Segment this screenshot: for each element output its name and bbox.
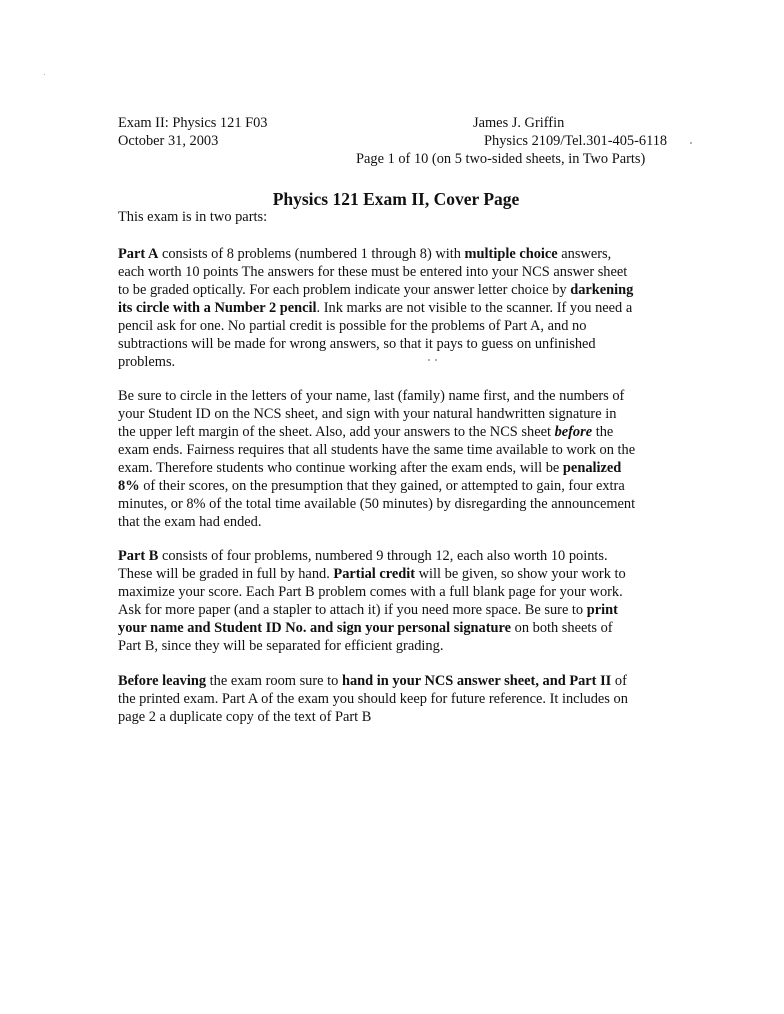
text-run: consists of 8 problems (numbered 1 through 8) with [158, 246, 465, 262]
part-a-line: subtractions will be made for wrong answers, so that it pays to guess on unfinished [118, 336, 596, 352]
part-a-line: each worth 10 points The answers for these must be entered into your NCS answer sheet [118, 264, 628, 280]
bold-run: multiple choice [464, 246, 558, 262]
instructions-line: exam ends. Fairness requires that all students have the same time available to work on the [118, 442, 636, 458]
bold-run: darkening [570, 282, 634, 298]
bold-run: 8% [118, 478, 140, 494]
text-run: on both sheets of [511, 620, 613, 636]
instructions-line [118, 459, 670, 477]
part-b-line [118, 565, 670, 583]
part-b-line: maximize your score. Each Part B problem comes with a full blank page for your work. [118, 584, 623, 600]
instructions-line [118, 477, 670, 495]
text-run: of their scores, on the presumption that they gained, or attempted to gain, four extra [139, 478, 625, 494]
part-b-line: Part B, since they will be separated for efficient grading. [118, 638, 444, 654]
scan-speck [690, 142, 692, 144]
leaving-paragraph [118, 672, 670, 726]
instructions-line: that the exam had ended. [118, 514, 262, 530]
instructions-line: your Student ID on the NCS sheet, and sign with your natural handwritten signature in [118, 406, 617, 422]
text-run: the upper left margin of the sheet. Also, add your answers to the NCS sheet [118, 424, 555, 440]
part-b-paragraph [118, 547, 670, 655]
instructions-paragraph [118, 387, 670, 531]
part-a-line [118, 299, 670, 317]
header-left [118, 114, 268, 150]
leaving-line: page 2 a duplicate copy of the text of Part B [118, 709, 372, 725]
part-b-line [118, 619, 670, 637]
bold-run: Before leaving [118, 673, 207, 689]
exam-date: October 31, 2003 [118, 133, 219, 149]
bold-run: your name and Student ID No. and sign your personal signature [118, 620, 512, 636]
course-line: Exam II: Physics 121 F03 [118, 115, 268, 131]
leaving-line: the printed exam. Part A of the exam you should keep for future reference. It includes on [118, 691, 628, 707]
page-count: Page 1 of 10 (on 5 two-sided sheets, in Two Parts) [356, 151, 646, 167]
leaving-line [118, 672, 670, 690]
text-run: the exam room sure to [206, 673, 342, 689]
intro-text: This exam is in two parts: [118, 209, 268, 225]
text-run: consists of four problems, numbered 9 through 12, each also worth 10 points. [158, 548, 608, 564]
text-run: answers, [557, 246, 612, 262]
part-a-line [118, 245, 670, 263]
instructions-line: minutes, or 8% of the total time available (50 minutes) by disregarding the announcement [118, 496, 636, 512]
bold-run: its circle with a Number 2 pencil [118, 300, 317, 316]
bold-run: penalized [562, 460, 622, 476]
part-a-line: pencil ask for one. No partial credit is possible for the problems of Part A, and no [118, 318, 587, 334]
instructions-line: Be sure to circle in the letters of your name, last (family) name first, and the numbers of [118, 388, 625, 404]
part-a-paragraph [118, 245, 670, 371]
part-b-heading: Part B [118, 548, 159, 564]
part-b-line [118, 547, 670, 565]
text-run: . Ink marks are not visible to the scanner. If you need a [316, 300, 633, 316]
part-a-heading: Part A [118, 246, 159, 262]
text-run: of [611, 673, 627, 689]
instructor-name: James J. Griffin [473, 115, 565, 131]
part-b-line [118, 601, 670, 619]
text-run: Ask for more paper (and a stapler to attach it) if you need more space. Be sure to [118, 602, 587, 618]
emphasis-run: before [554, 424, 593, 440]
page-title: Physics 121 Exam II, Cover Page [272, 189, 520, 209]
part-a-line: problems. [118, 354, 176, 370]
text-run: exam. Therefore students who continue working after the exam ends, will be [118, 460, 563, 476]
scan-speck [435, 359, 437, 361]
instructions-line [118, 423, 670, 441]
scan-speck [428, 359, 430, 361]
scan-speck [44, 74, 45, 75]
bold-run: Partial credit [333, 566, 416, 582]
text-run: will be given, so show your work to [415, 566, 626, 582]
part-a-line [118, 281, 670, 299]
bold-run: hand in your NCS answer sheet, and Part II [341, 673, 612, 689]
instructor-contact: Physics 2109/Tel.301-405-6118 [484, 133, 668, 149]
text-run: These will be graded in full by hand. [118, 566, 334, 582]
text-run: the [592, 424, 614, 440]
bold-run: print [586, 602, 618, 618]
text-run: to be graded optically. For each problem indicate your answer letter choice by [118, 282, 571, 298]
